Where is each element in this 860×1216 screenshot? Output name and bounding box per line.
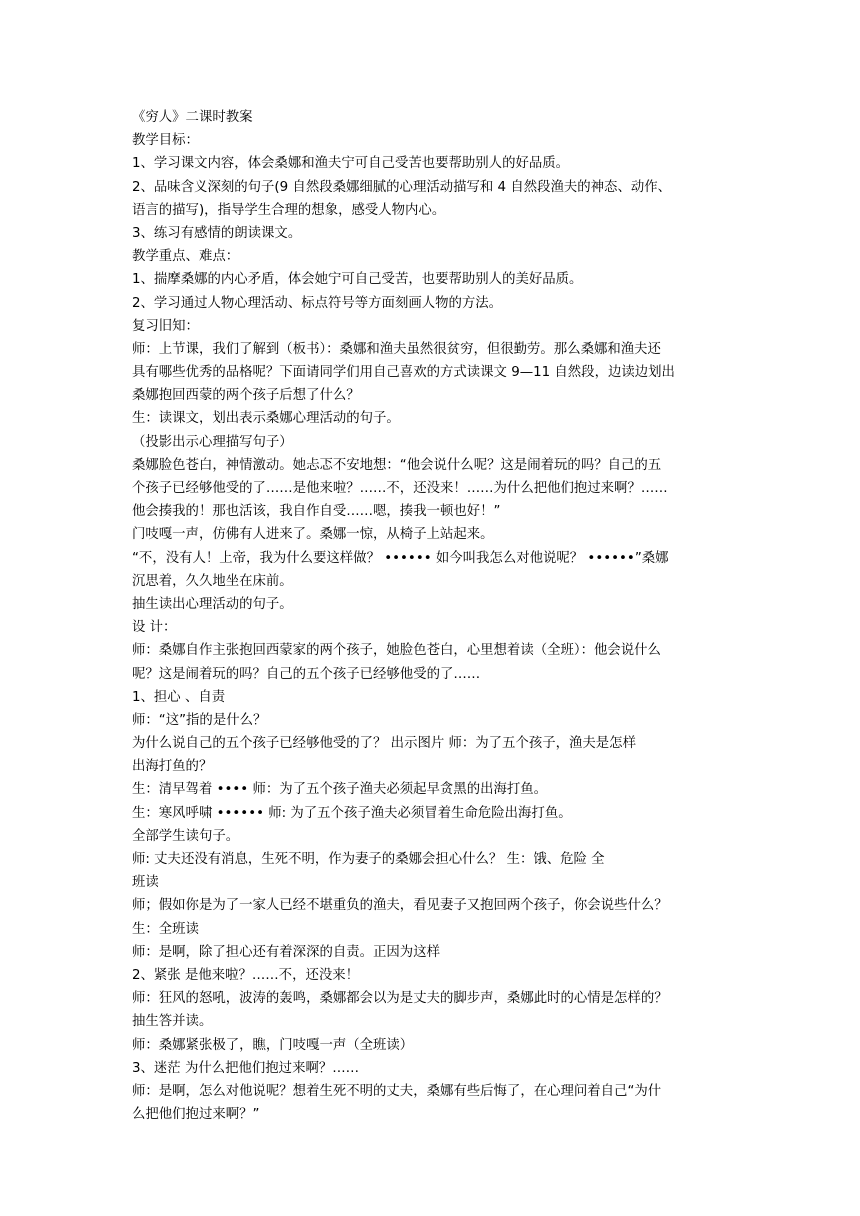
- paragraph-line: 师: 丈夫还没有消息，生死不明，作为妻子的桑娜会担心什么？ 生：饿、危险 全: [132, 852, 605, 867]
- paragraph-line: 具有哪些优秀的品格呢？下面请同学们用自己喜欢的方式读课文 9—11 自然段，边读边划出: [132, 365, 675, 381]
- paragraph-line: 抽生答并读。: [132, 1014, 213, 1030]
- subheading-worry: 1、担心 、自责: [132, 689, 226, 705]
- paragraph-line: 门吱嘎一声，仿佛有人进来了。桑娜一惊，从椅子上站起来。: [132, 527, 494, 543]
- paragraph-line: 2、学习通过人物心理活动、标点符号等方面刻画人物的方法。: [132, 295, 503, 311]
- subheading-nervous: 2、紧张 是他来啦？……不，还没来！: [132, 967, 360, 983]
- paragraph-line: 个孩子已经够他受的了……是他来啦？……不，还没来！……为什么把他们抱过来啊？……: [132, 481, 668, 496]
- paragraph-line: 师：是啊，怎么对他说呢？想着生死不明的丈夫，桑娜有些后悔了，在心理问着自己“为什: [132, 1083, 662, 1099]
- paragraph-line: 师：桑娜自作主张抱回西蒙家的两个孩子，她脸色苍白，心里想着读（全班）：他会说什么: [132, 643, 661, 659]
- paragraph-line: 师：桑娜紧张极了，瞧，门吱嘎一声（全班读）: [132, 1037, 414, 1053]
- paragraph-line: 出海打鱼的？: [132, 759, 213, 775]
- paragraph-line: 师：是啊，除了担心还有着深深的自责。正因为这样: [132, 944, 440, 960]
- paragraph-line: 他会揍我的！那也活该，我自作自受……嗯，揍我一顿也好！”: [132, 504, 501, 520]
- paragraph-line: 生：寒风呼啸 •••••• 师: 为了五个孩子渔夫必须冒着生命危险出海打鱼。: [132, 805, 572, 821]
- paragraph-line: 语言的描写)，指导学生合理的想象，感受人物内心。: [132, 202, 446, 218]
- paragraph-line: 沉思着，久久地坐在床前。: [132, 573, 293, 589]
- paragraph-line: 师：“这”指的是什么？: [132, 712, 267, 728]
- paragraph-line: “不，没有人！上帝，我为什么要这样做？ •••••• 如今叫我怎么对他说呢？ ••••••”桑娜: [132, 550, 669, 566]
- paragraph-line: 全部学生读句子。: [132, 828, 240, 844]
- doc-title: 《穷人》二课时教案: [132, 110, 253, 125]
- section-heading-review: 复习旧知：: [132, 318, 199, 334]
- paragraph-line: 抽生读出心理活动的句子。: [132, 596, 293, 612]
- paragraph-line: 班读: [132, 875, 159, 891]
- paragraph-line: 1、学习课文内容，体会桑娜和渔夫宁可自己受苦也要帮助别人的好品质。: [132, 156, 570, 172]
- paragraph-line: 生：读课文，划出表示桑娜心理活动的句子。: [132, 411, 400, 427]
- paragraph-line: 生：全班读: [132, 921, 199, 937]
- paragraph-line: 为什么说自己的五个孩子已经够他受的了？ 出示图片 师：为了五个孩子，渔夫是怎样: [132, 736, 636, 752]
- document-body: [132, 106, 732, 1126]
- section-heading-objectives: 教学目标：: [132, 133, 199, 149]
- paragraph-line: 桑娜抱回西蒙的两个孩子后想了什么？: [132, 388, 360, 404]
- section-heading-design: 设 计：: [132, 620, 177, 636]
- paragraph-line: 师：上节课，我们了解到（板书）：桑娜和渔夫虽然很贫穷，但很勤劳。那么桑娜和渔夫还: [132, 341, 661, 357]
- paragraph-line: 生：清早驾着 •••• 师：为了五个孩子渔夫必须起早贪黑的出海打鱼。: [132, 782, 548, 798]
- section-heading-key-points: 教学重点、难点：: [132, 249, 240, 265]
- paragraph-line: 么把他们抱过来啊？”: [132, 1107, 260, 1123]
- paragraph-line: 桑娜脸色苍白，神情激动。她忐忑不安地想：“他会说什么呢？这是闹着玩的吗？自己的五: [132, 457, 662, 473]
- paragraph-line: 师；假如你是为了一家人已经不堪重负的渔夫，看见妻子又抱回两个孩子，你会说些什么？: [132, 898, 668, 914]
- paragraph-line: 呢？这是闹着玩的吗？自己的五个孩子已经够他受的了……: [132, 666, 481, 682]
- paragraph-line: 3、练习有感情的朗读课文。: [132, 225, 302, 241]
- paragraph-line: 1、揣摩桑娜的内心矛盾，体会她宁可自己受苦，也要帮助别人的美好品质。: [132, 272, 583, 288]
- paragraph-line: 2、品味含义深刻的句子(9 自然段桑娜细腻的心理活动描写和 4 自然段渔夫的神态、动作、: [132, 179, 672, 195]
- paragraph-line: （投影出示心理描写句子）: [132, 434, 293, 450]
- subheading-confused: 3、迷茫 为什么把他们抱过来啊？……: [132, 1060, 360, 1076]
- paragraph-line: 师：狂风的怒吼，波涛的轰鸣，桑娜都会以为是丈夫的脚步声，桑娜此时的心情是怎样的？: [132, 991, 668, 1007]
